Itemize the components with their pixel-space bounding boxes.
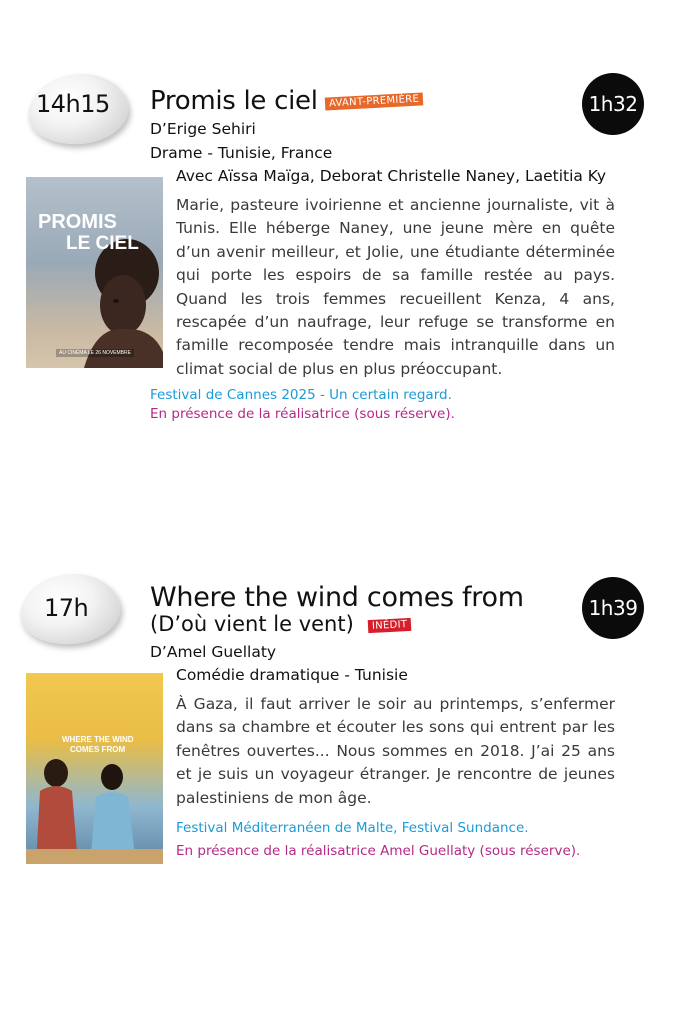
festival-note: Festival Méditerranéen de Malte, Festival Sundance. [176,820,529,836]
director: D’Amel Guellaty [150,643,277,661]
duration-badge: 1h32 [582,73,644,135]
showtime: 17h [44,594,89,622]
festival-note: Festival de Cannes 2025 - Un certain regard. [150,387,452,403]
film-title: Promis le ciel [150,86,318,116]
avant-premiere-badge: AVANT-PREMIÈRE [325,92,424,110]
film-description: À Gaza, il faut arriver le soir au printemps, s’enfermer dans sa chambre et écouter les sons qui entrent par les fenêtres ouvertes... Nous sommes en 2018. J’ai 25 ans et je suis un voyageur étranger. Je rencontre de jeunes palestiniens de mon âge. [176,695,615,807]
inedit-badge: INÉDIT [368,618,412,633]
genre: Drame - Tunisie, France [150,144,333,162]
poster-characters-illustration [26,673,163,864]
director: D’Erige Sehiri [150,120,256,138]
poster-title-line1: PROMIS [38,211,117,233]
showtime: 14h15 [36,90,110,118]
poster-portrait-illustration [26,177,163,368]
presence-note: En présence de la réalisatrice Amel Guellaty (sous réserve). [176,843,581,859]
cast: Avec Aïssa Maïga, Deborat Christelle Naney, Laetitia Ky [176,167,607,185]
poster-title-line2: LE CIEL [66,233,139,254]
film-description: Marie, pasteure ivoirienne et ancienne journaliste, vit à Tunis. Elle héberge Naney, une jeune mère en quête d’un avenir meilleur, et Jolie, une étudiante déterminée qui porte les espoirs de sa famille restée au pays. Quand les trois femmes recueillent Kenza, 4 ans, rescapée d’un naufrage, leur refuge se transforme en famille recomposée tendre mais intranquille dans un climat social de plus en plus préoccupant. [176,196,615,378]
duration-badge: 1h39 [582,577,644,639]
genre: Comédie dramatique - Tunisie [176,666,408,684]
film-original-title: (D’où vient le vent) [150,612,354,636]
poster-release-banner: AU CINÉMA LE 26 NOVEMBRE [56,349,134,357]
presence-note: En présence de la réalisatrice (sous réserve). [150,406,455,422]
poster-title-line1: WHERE THE WIND [62,735,134,744]
poster-title-line2: COMES FROM [70,745,126,754]
film-poster [26,177,163,368]
film-title: Where the wind comes from [150,582,524,613]
film-poster [26,673,163,864]
